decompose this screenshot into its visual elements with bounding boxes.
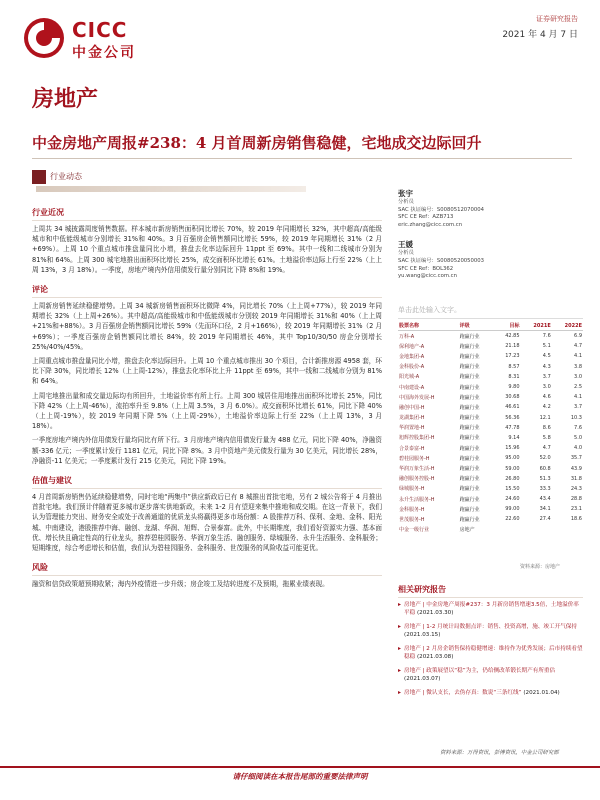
stock-value: 52.0 (539, 455, 551, 462)
arrow-icon: ▸ (398, 645, 402, 652)
related-title[interactable]: 房地产 | 1-2 月统计局数据点评：销售、投资高增，施、竣工开气保持 (404, 624, 577, 630)
stock-name: 华润万象生活-H (399, 466, 435, 473)
section-industry (32, 207, 382, 275)
analyst-email[interactable]: yu.wang@cicc.com.cn (398, 273, 457, 280)
stock-rating: 跑赢行业 (459, 506, 480, 513)
stock-rating-table (398, 321, 583, 535)
stock-value: 47.78 (505, 424, 520, 431)
stock-value: 24.60 (505, 496, 520, 503)
arrow-icon: ▸ (398, 689, 402, 696)
col-header: 股票名称 (398, 321, 459, 331)
stock-value: 33.3 (539, 485, 551, 492)
footer-divider (0, 766, 600, 768)
stock-value: 56.36 (505, 414, 520, 421)
related-item[interactable] (398, 645, 583, 661)
stock-name: 合景泰富-H (399, 445, 425, 452)
stock-rating: 跑赢行业 (459, 353, 480, 360)
table-row (398, 504, 583, 514)
table-row (398, 413, 583, 423)
stock-rating: 跑赢行业 (459, 333, 480, 340)
stock-rating: 跑赢行业 (459, 425, 480, 432)
stock-value: 8.31 (508, 373, 520, 380)
paragraph: 4 月首周新房销售仍延续稳健增势，同时宅地“两集中”供应新政后已有 8 城推出首批宅地，另有 2 城公告将于 4 月推出首批宅地。我们预计伴随着更多城市逐步落实供地新政，未来 1-2 月有望迎来集中推地和成交期。在这一背景下，我们认为管理能力突出、财务安全或处于改善通道的优质龙头将赢得更多市场份额：A 股推荐万科、保利、金地、金科、阳光城、中南建设，港股推荐中海、融创、龙湖、华润、旭辉、合景泰富。此外，中长期维度，我们看好资源实力强、基本面优、增长快且确定性高的行业龙头，推荐碧桂园服务、华润万象生活、融创服务、绿城服务、永升生活服务、金科服务；短期维度，综合考虑增长和估值，我们认为碧桂园服务、金科服务、世茂服务的风险收益可能更优。 (32, 493, 382, 553)
stock-value: 23.1 (570, 506, 582, 513)
stock-value: 22.60 (505, 516, 520, 523)
stock-name: 融创中国-H (399, 404, 425, 411)
analyst-role: 分析员 (398, 199, 414, 205)
analyst-name: 王媛 (398, 240, 413, 250)
stock-value: 12.1 (539, 414, 551, 421)
stock-name: 金科股份-A (399, 364, 425, 371)
stock-value: 4.0 (574, 445, 582, 452)
col-header: 目标 (494, 321, 520, 331)
stock-name: 旭辉控股集团-H (399, 435, 435, 442)
stock-value: 21.18 (505, 343, 520, 350)
stock-value: 4.7 (574, 343, 582, 350)
cicc-logo (22, 12, 172, 67)
stock-name: 中金一级行业 (399, 527, 430, 534)
stock-value: 4.2 (542, 404, 551, 411)
stock-value: 17.23 (505, 353, 520, 360)
stock-name: 中国海外发展-H (399, 394, 435, 401)
stock-value (552, 525, 583, 535)
section-heading: 风险 (32, 562, 382, 576)
stock-value: 6.9 (574, 333, 582, 340)
stock-rating: 跑赢行业 (459, 435, 480, 442)
report-type: 证券研究报告 (536, 15, 578, 23)
related-heading: 相关研究报告 (398, 584, 583, 598)
stock-rating: 跑赢行业 (459, 394, 480, 401)
stock-name: 绿城服务-H (399, 486, 425, 493)
analyst-role: 分析员 (398, 250, 414, 257)
stock-value: 3.0 (574, 373, 582, 380)
title-divider (32, 158, 572, 159)
section-heading: 估值与建议 (32, 475, 382, 489)
stock-value: 3.7 (574, 404, 582, 411)
paragraph: 上周重点城市推盘量同比小增，推盘去化率边际回升。上周 10 个重点城市推出 30 个项目，合计新推房源 4958 套，环比下降 30%，同比增长 12%（上上周-12%），推盘去化率环比上升 11ppt 至 69%，其中一线和二线城市分别为 81%和 64%。 (32, 357, 382, 386)
stock-value: 7.6 (574, 424, 582, 431)
table-row (398, 433, 583, 443)
related-list (398, 601, 583, 703)
paragraph: 上周新房销售延续稳健增势。上周 34 城新房销售面积环比微降 4%，同比增长 70%（上上周+77%），较 2019 年同期增长 32%（上上周+26%）。其中超高/高能级城市和中低能级城市分别较 2019 年同期增长 31%和 40%（上上周+21%和+88%）。3 月百强房企销售额同比增长 59%（先而环口径，2 月+166%），较 2019 年同期增长 31%（2 月+69%）；一季度百强房企销售额同比增长 84%，较 2019 年同期增长 46%，其中 Top10/30/50 房企分别增长 25%/40%/45%。 (32, 302, 382, 351)
related-date: (2021.03.15) (404, 632, 441, 638)
stock-value: 10.3 (570, 414, 582, 421)
stock-rating: 跑赢行业 (459, 466, 480, 473)
stock-value (521, 525, 552, 535)
stock-rating: 跑赢行业 (459, 516, 480, 523)
stock-rating: 跑赢行业 (459, 496, 480, 503)
stock-rating: 跑赢行业 (459, 364, 480, 371)
stock-value: 15.96 (505, 445, 520, 452)
stock-value: 5.0 (574, 434, 582, 441)
related-item[interactable] (398, 623, 583, 639)
analyst-sfc: SFC CE Ref：AZB713 (398, 214, 454, 221)
table-row (398, 423, 583, 433)
analyst-sac: SAC 执证编号：S0080512070004 (398, 206, 485, 213)
analyst-card (398, 239, 583, 280)
table-row (398, 351, 583, 361)
analyst-panel (398, 186, 583, 281)
stock-name: 永升生活服务-H (399, 496, 435, 503)
stock-rating: 跑赢行业 (459, 486, 480, 493)
stock-value: 30.68 (505, 394, 520, 401)
table-header-row (398, 321, 583, 331)
stock-value: 3.7 (542, 373, 551, 380)
col-header: 评级 (459, 321, 495, 331)
cicc-logo-icon (22, 16, 66, 60)
stock-name: 华润置地-H (399, 425, 425, 432)
stock-rating: 跑赢行业 (459, 343, 480, 350)
stock-value: 15.50 (505, 485, 520, 492)
stock-value: 43.9 (570, 465, 582, 472)
arrow-icon: ▸ (398, 667, 402, 674)
arrow-icon: ▸ (398, 623, 402, 630)
table-row (398, 341, 583, 351)
stock-value: 7.6 (542, 333, 551, 340)
stock-name: 融创服务控股-H (399, 476, 435, 483)
stock-value: 99.00 (505, 506, 520, 513)
table-row (398, 494, 583, 504)
related-date: (2021.03.08) (417, 654, 454, 660)
analyst-card (398, 188, 583, 229)
table-row (398, 514, 583, 524)
stock-value: 8.6 (542, 424, 551, 431)
table-row (398, 372, 583, 382)
report-date: 2021 年 4 月 7 日 (502, 30, 578, 40)
stock-value: 4.3 (542, 363, 551, 370)
stock-name: 金科服务-H (399, 506, 425, 513)
related-date: (2021.01.04) (523, 690, 560, 696)
stock-value: 46.61 (505, 404, 520, 411)
stock-value: 43.4 (539, 496, 551, 503)
table-row (398, 392, 583, 402)
stock-value: 42.85 (505, 333, 520, 340)
stock-rating: 跑赢行业 (459, 415, 480, 422)
stock-value: 95.00 (505, 455, 520, 462)
table-row (398, 382, 583, 392)
section-heading: 行业近况 (32, 207, 382, 221)
stock-value: 5.1 (542, 343, 551, 350)
related-date: (2021.03.30) (417, 610, 454, 616)
stock-value: 3.8 (574, 363, 582, 370)
stock-value: 9.14 (508, 434, 520, 441)
stock-value: 4.6 (542, 394, 551, 401)
main-content (32, 198, 382, 593)
analyst-sac: SAC 执证编号：S0080520050003 (398, 257, 485, 264)
stock-value: 28.8 (570, 496, 582, 503)
table-row (398, 443, 583, 453)
stock-name: 金地集团-A (399, 353, 425, 360)
stock-rating: 跑赢行业 (459, 476, 480, 483)
stock-value: 26.80 (505, 475, 520, 482)
report-title: 中金房地产周报#238：4 月首周新房销售稳健，宅地成交边际回升 (32, 134, 482, 152)
related-item[interactable] (398, 689, 583, 697)
related-item[interactable] (398, 667, 583, 683)
related-item[interactable] (398, 601, 583, 617)
paragraph: 一季度房地产境内外信用债发行量均同比有所下行。3 月房地产境内信用债发行量为 488 亿元，同比下降 40%，净融资额-336 亿元；一季度累计发行 1181 亿元，同比下降 8%。3 月中资地产美元债发行量为 30 亿美元，同比增长 28%，净融资-11 亿美元；一季度累计发行 215 亿美元，同比下降 19%。 (32, 436, 382, 465)
section-comment (32, 284, 382, 466)
stock-name: 碧桂园服务-H (399, 455, 430, 462)
related-title[interactable]: 房地产 | 微认支长，去伪存真：数说“三条红线” (404, 690, 522, 696)
stock-value: 9.80 (508, 384, 520, 391)
related-title[interactable]: 房地产 | 中金房地产周报#237：3 月新房销售增速3.5倍，土地溢价率平稳 (404, 602, 579, 616)
analyst-name: 张宇 (398, 189, 413, 198)
stock-value: 34.1 (539, 506, 551, 513)
related-source: 资料来源：万得资讯，彭博资讯，中金公司研究部 (440, 750, 559, 756)
stock-name: 龙湖集团-H (399, 415, 425, 422)
stock-value: 5.8 (542, 434, 551, 441)
table-row (398, 474, 583, 484)
stock-rating: 跑赢行业 (459, 455, 480, 462)
stock-value: 4.5 (542, 353, 551, 360)
stock-rating: 房地产 (459, 527, 475, 534)
table-row (398, 463, 583, 473)
stock-name: 万科-A (399, 333, 415, 340)
stock-name: 中南建设-A (399, 384, 425, 391)
stock-name: 阳光城-A (399, 374, 420, 381)
section-heading: 评论 (32, 284, 382, 298)
stock-value: 4.7 (542, 445, 551, 452)
stock-value: 24.3 (570, 485, 582, 492)
paragraph: 融资和信贷政策超预期收紧；海内外疫情进一步升级；房企竣工及结转进度不及预期，拖累业绩表现。 (32, 580, 329, 589)
table-row (398, 331, 583, 342)
legal-notice[interactable]: 请仔细阅读在本报告尾部的重要法律声明 (232, 772, 368, 781)
stock-value: 4.1 (574, 394, 582, 401)
stock-value: 27.4 (539, 516, 551, 523)
analyst-sfc: SFC CE Ref：BOL362 (398, 265, 454, 272)
stock-value: 60.8 (539, 465, 551, 472)
related-title[interactable]: 房地产 | 政策展望以“稳”为主，仍给侧改革锻长期产有所重估 (404, 668, 556, 674)
table-source: 资料来源：房地产 (520, 564, 561, 570)
table-row (398, 525, 583, 535)
section-risk (32, 562, 382, 589)
related-title[interactable]: 房地产 | 2 月房企销售保持稳健增速：维持作为优秀发展；后市持续看望稳稳 (404, 646, 583, 660)
paragraph: 上周宅地推出量和成交量边际均有所回升，土地溢价率有所上行。上周 300 城居住用地推出面积环比增长 25%，同比下降 42%（上上周-46%），流拍率升至 9.8%（上上周 3.5%，3 月 6.0%）。成交面积环比增长 61%，同比下降 40%（上上周-19%），较 2019 年同期下降 5%（上上周-29%），土地溢价率边际上行至 22%（上上周 13%，3 月 18%）。 (32, 391, 382, 431)
stock-rating: 跑赢行业 (459, 404, 480, 411)
stock-value: 35.7 (570, 455, 582, 462)
stock-value: 59.00 (505, 465, 520, 472)
analyst-email[interactable]: eric.zhang@cicc.com.cn (398, 221, 463, 228)
section-valuation (32, 475, 382, 553)
col-header: 2021E (521, 321, 552, 331)
table-row (398, 484, 583, 494)
stock-value: 31.8 (570, 475, 582, 482)
logo-text-en: CICC (72, 18, 128, 42)
stock-rating: 跑赢行业 (459, 384, 480, 391)
tag-marker (32, 170, 46, 184)
sector-title: 房地产 (32, 86, 99, 112)
stock-name: 世茂服务-H (399, 516, 425, 523)
table-row (398, 362, 583, 372)
stock-value: 2.5 (574, 384, 582, 391)
stock-name: 保利地产-A (399, 343, 425, 350)
stock-rating: 跑赢行业 (459, 445, 480, 452)
related-date: (2021.03.07) (404, 676, 441, 682)
stock-value: 4.1 (574, 353, 582, 360)
stock-value: 8.57 (508, 363, 520, 370)
tag-bar (36, 186, 306, 192)
arrow-icon: ▸ (398, 601, 402, 608)
annotation-placeholder[interactable]: 单击此处输入文字。 (398, 305, 583, 319)
report-tag: 行业动态 (50, 172, 82, 181)
table-row (398, 453, 583, 463)
stock-value (494, 525, 520, 535)
stock-value: 51.3 (539, 475, 551, 482)
logo-text-cn: 中金公司 (72, 45, 136, 61)
paragraph: 上周共 34 城披露周度销售数据。样本城市新房销售面积同比增长 70%，较 2019 年同期增长 32%，其中超高/高能级城市和中低能级城市分别增长 31%和 40%。3 月百强房企销售额同比增长 59%，较 2019 年同期增长 31%（2 月 +69%）。上周 10 个重点城市推盘量同比小增，推盘去化率边际回升 11ppt 至 69%。其中一线和二线城市分别为 81%和 64%。上周 300 城宅地推出面积环比增长 25%，成交面积环比增长 61%。土地溢价率边际上行至 22%（上上周 13%，3 月 18%）。一季度，房地产境内外信用债发行量分别同比下降 8%和 19%。 (32, 225, 382, 274)
col-header: 2022E (552, 321, 583, 331)
table-row (398, 402, 583, 412)
stock-value: 18.6 (570, 516, 582, 523)
stock-value: 3.0 (542, 384, 551, 391)
stock-rating: 跑赢行业 (459, 374, 480, 381)
